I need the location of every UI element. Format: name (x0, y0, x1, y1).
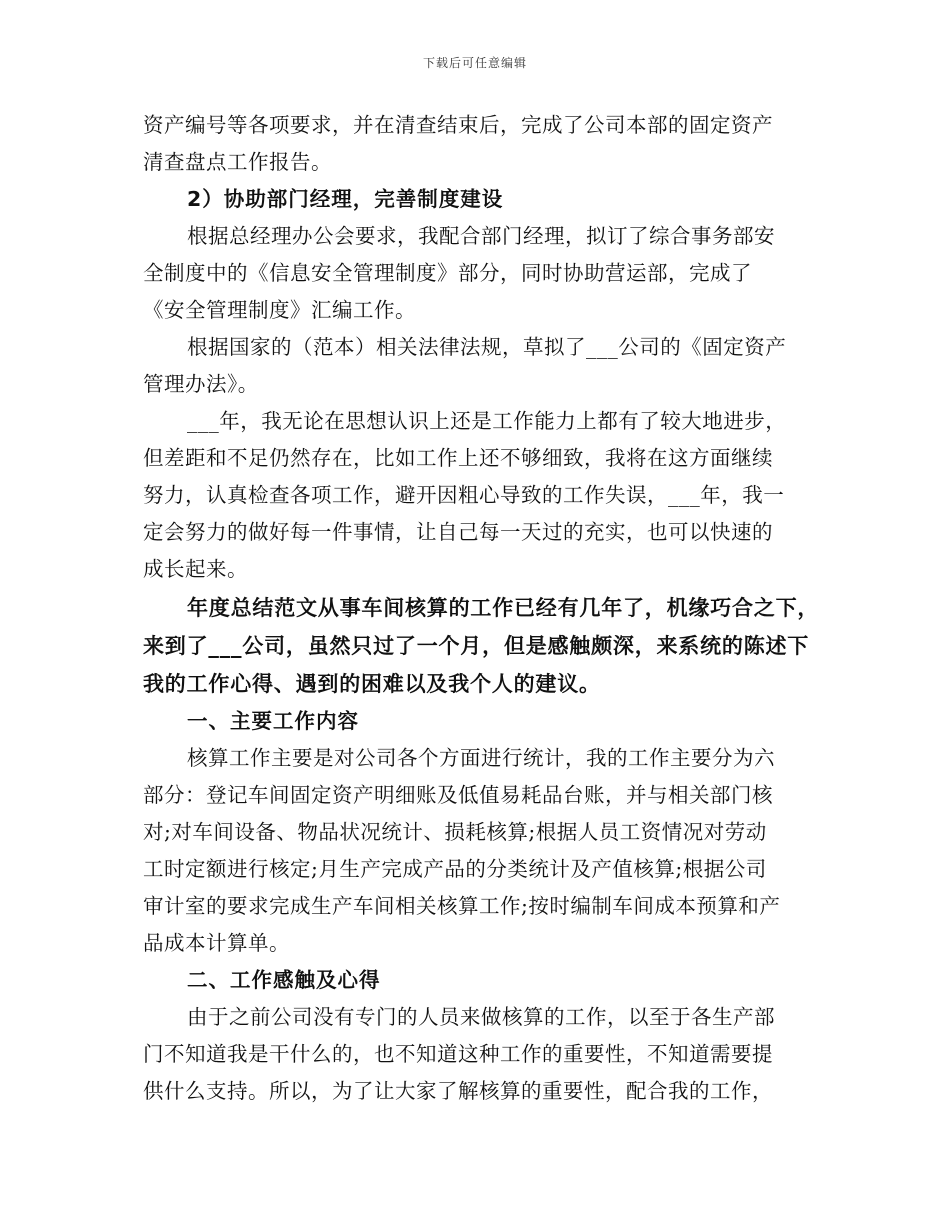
text-line: 品成本计算单。 (143, 931, 290, 955)
text-line: ___年，我无论在思想认识上还是工作能力上都有了较大地进步， (187, 409, 787, 433)
text-line: 审计室的要求完成生产车间相关核算工作;按时编制车间成本预算和产 (143, 894, 781, 918)
text-line: 核算工作主要是对公司各个方面进行统计，我的工作主要分为六 (187, 746, 775, 770)
paragraph-summary-intro (143, 589, 820, 703)
paragraph-background (143, 999, 813, 1110)
text-line: 我的工作心得、遇到的困难以及我个人的建议。 (143, 672, 601, 696)
text-line: 但差距和不足仍然存在，比如工作上还不够细致，我将在这方面继续 (143, 446, 773, 470)
text-line: 成长起来。 (143, 557, 248, 581)
page-header: 下载后可任意编辑 (422, 56, 527, 70)
text-line: 定会努力的做好每一件事情，让自己每一天过的充实，也可以快速的 (143, 520, 773, 544)
paragraph-asset-check (143, 107, 813, 181)
section-heading-main-work (143, 703, 813, 740)
text-line: 根据国家的（范本）相关法律法规，草拟了___公司的《固定资产 (187, 335, 787, 359)
heading-text: 二、工作感触及心得 (187, 968, 381, 992)
paragraph-fixed-asset-rules (143, 329, 813, 403)
text-line: 供什么支持。所以，为了让大家了解核算的重要性，配合我的工作， (143, 1079, 773, 1103)
paragraph-accounting-work (143, 740, 813, 962)
text-line: 根据总经理办公会要求，我配合部门经理，拟订了综合事务部安 (187, 224, 775, 248)
text-line: 来到了___公司，虽然只过了一个月，但是感触颇深，来系统的陈述下 (143, 634, 810, 658)
text-line: 《安全管理制度》汇编工作。 (143, 298, 416, 322)
text-line: 管理办法》。 (143, 372, 259, 396)
text-line: 清查盘点工作报告。 (143, 150, 332, 174)
text-line: 努力，认真检查各项工作，避开因粗心导致的工作失误，___年，我一 (143, 483, 785, 507)
text-line: 资产编号等各项要求，并在清查结束后，完成了公司本部的固定资产 (143, 113, 773, 137)
text-line: 年度总结范文从事车间核算的工作已经有几年了，机缘巧合之下， (187, 596, 820, 620)
document-body (143, 107, 820, 1110)
heading-text: 2）协助部门经理，完善制度建设 (187, 187, 504, 211)
heading-text: 一、主要工作内容 (187, 709, 359, 733)
section-heading-assist-manager (143, 181, 813, 218)
text-line: 由于之前公司没有专门的人员来做核算的工作，以至于各生产部 (187, 1005, 775, 1029)
text-line: 门不知道我是干什么的，也不知道这种工作的重要性，不知道需要提 (143, 1042, 773, 1066)
text-line: 工时定额进行核定;月生产完成产品的分类统计及产值核算;根据公司 (143, 857, 767, 881)
text-line: 全制度中的《信息安全管理制度》部分，同时协助营运部，完成了 (143, 261, 752, 285)
paragraph-year-progress (143, 403, 813, 588)
section-heading-experience (143, 962, 813, 999)
text-line: 部分：登记车间固定资产明细账及低值易耗品台账，并与相关部门核 (143, 783, 773, 807)
text-line: 对;对车间设备、物品状况统计、损耗核算;根据人员工资情况对劳动 (143, 820, 767, 844)
paragraph-safety-system (143, 218, 813, 329)
